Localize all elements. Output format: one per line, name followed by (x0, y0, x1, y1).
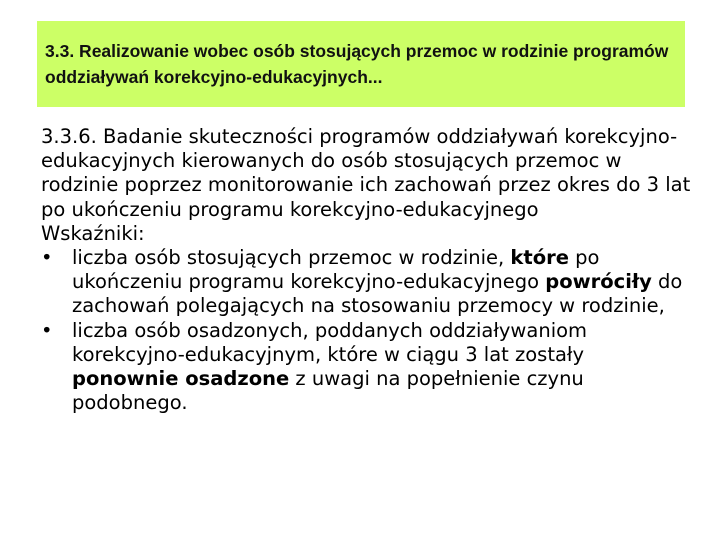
list-item (41, 246, 691, 319)
indicators-list (41, 246, 691, 415)
slide-title: 3.3. Realizowanie wobec osób stosujących przemoc w rodzinie programów oddziaływań korekcyjno-edukacyjnych... (45, 41, 669, 87)
indicators-heading: Wskaźniki: (41, 221, 145, 245)
indicator-text: do zachowań polegających na stosowaniu przemocy w rodzinie, (72, 270, 683, 318)
slide-body (41, 125, 691, 415)
list-item (41, 319, 691, 416)
indicator-text: liczba osób stosujących przemoc w rodzinie, (72, 246, 511, 270)
indicator-text: liczba osób osadzonych, poddanych oddziaływaniom korekcyjno-edukacyjnym, które w ciągu 3 lat zostały (72, 318, 588, 366)
bullet-icon: • (41, 246, 53, 270)
indicator-text: po ukończeniu programu korekcyjno-edukacyjnego (72, 246, 600, 294)
indicator-emphasis: powróciły (545, 270, 652, 294)
bullet-icon: • (41, 318, 53, 342)
indicator-emphasis: które (510, 246, 569, 270)
section-heading: 3.3.6. Badanie skuteczności programów oddziaływań korekcyjno-edukacyjnych kierowanych do osób stosujących przemoc w rodzinie poprzez monitorowanie ich zachowań przez okres do 3 lat po ukończeniu programu korekcyjno-edukacyjnego (41, 125, 691, 221)
indicator-text: z uwagi na popełnienie czynu podobnego. (72, 367, 584, 415)
title-box (37, 21, 685, 107)
indicator-emphasis: ponownie osadzone (72, 367, 290, 391)
